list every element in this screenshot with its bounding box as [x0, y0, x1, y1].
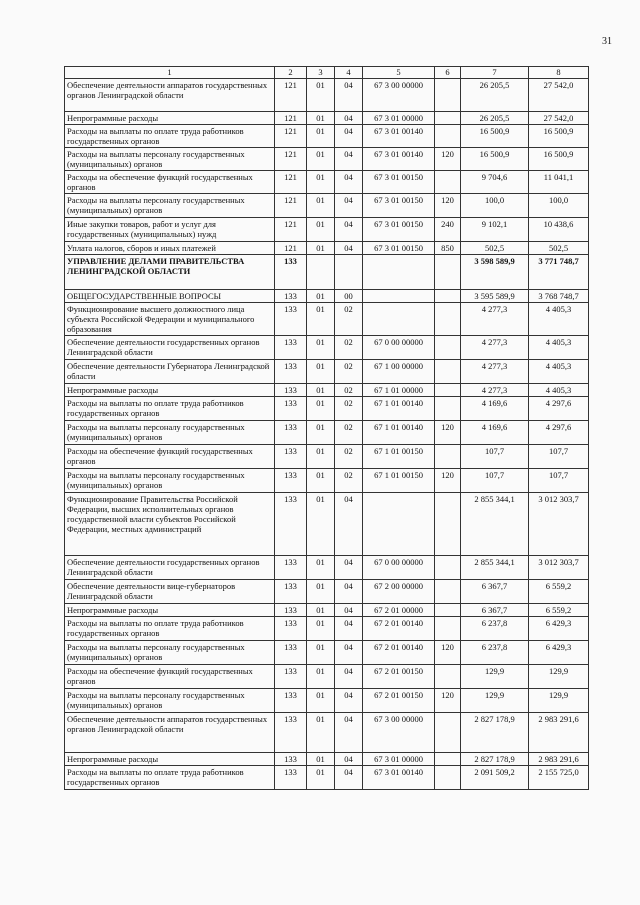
amount-year-2: 3 768 748,7 [529, 290, 589, 303]
amount-year-2: 6 559,2 [529, 604, 589, 617]
amount-year-2: 16 500,9 [529, 148, 589, 171]
section-code: 01 [307, 303, 335, 336]
table-row [65, 112, 589, 125]
table-row [65, 242, 589, 255]
amount-year-2: 27 542,0 [529, 112, 589, 125]
ministry-code: 133 [275, 290, 307, 303]
expense-type-code: 120 [435, 421, 461, 445]
amount-year-2: 16 500,9 [529, 125, 589, 148]
ministry-code: 133 [275, 384, 307, 397]
table-row [65, 766, 589, 790]
table-row [65, 125, 589, 148]
table-row [65, 421, 589, 445]
section-code: 01 [307, 604, 335, 617]
section-code: 01 [307, 125, 335, 148]
section-code [307, 255, 335, 290]
amount-year-1: 3 598 589,9 [461, 255, 529, 290]
expense-type-code [435, 384, 461, 397]
item-name: Обеспечение деятельности Губернатора Ленинградской области [65, 360, 275, 384]
subsection-code: 04 [335, 242, 363, 255]
item-name: Непрограммные расходы [65, 753, 275, 766]
column-number-row [65, 67, 589, 79]
subsection-code: 04 [335, 604, 363, 617]
amount-year-2: 2 983 291,6 [529, 753, 589, 766]
target-article-code: 67 2 01 00150 [363, 665, 435, 689]
table-row [65, 397, 589, 421]
amount-year-2: 10 438,6 [529, 218, 589, 242]
table-row [65, 171, 589, 194]
section-code: 01 [307, 148, 335, 171]
ministry-code: 133 [275, 445, 307, 469]
amount-year-1: 3 595 589,9 [461, 290, 529, 303]
item-name: Обеспечение деятельности аппаратов государственных органов Ленинградской области [65, 79, 275, 112]
expense-type-code [435, 493, 461, 556]
item-name: УПРАВЛЕНИЕ ДЕЛАМИ ПРАВИТЕЛЬСТВА ЛЕНИНГРАДСКОЙ ОБЛАСТИ [65, 255, 275, 290]
amount-year-2: 107,7 [529, 445, 589, 469]
expense-type-code [435, 665, 461, 689]
subsection-code: 02 [335, 336, 363, 360]
amount-year-1: 6 367,7 [461, 580, 529, 604]
section-code: 01 [307, 421, 335, 445]
section-code: 01 [307, 194, 335, 218]
expense-type-code [435, 397, 461, 421]
amount-year-2: 6 429,3 [529, 617, 589, 641]
ministry-code: 133 [275, 580, 307, 604]
section-code: 01 [307, 617, 335, 641]
amount-year-2: 129,9 [529, 665, 589, 689]
amount-year-1: 9 704,6 [461, 171, 529, 194]
amount-year-2: 129,9 [529, 689, 589, 713]
subsection-code: 00 [335, 290, 363, 303]
item-name: Функционирование Правительства Российской Федерации, высших исполнительных органов государственной власти субъектов Российской Федерации, местных администраций [65, 493, 275, 556]
amount-year-1: 107,7 [461, 445, 529, 469]
expense-type-code [435, 290, 461, 303]
expense-type-code [435, 580, 461, 604]
section-code: 01 [307, 218, 335, 242]
amount-year-1: 2 827 178,9 [461, 753, 529, 766]
target-article-code: 67 1 00 00000 [363, 360, 435, 384]
column-number: 5 [363, 67, 435, 79]
column-number: 1 [65, 67, 275, 79]
section-code: 01 [307, 79, 335, 112]
table-row [65, 617, 589, 641]
amount-year-2: 3 771 748,7 [529, 255, 589, 290]
subsection-code: 04 [335, 556, 363, 580]
amount-year-2: 100,0 [529, 194, 589, 218]
table-row [65, 336, 589, 360]
item-name: Расходы на выплаты персоналу государственных (муниципальных) органов [65, 421, 275, 445]
item-name: Расходы на выплаты по оплате труда работников государственных органов [65, 125, 275, 148]
target-article-code: 67 3 01 00150 [363, 194, 435, 218]
target-article-code: 67 0 00 00000 [363, 336, 435, 360]
item-name: Обеспечение деятельности государственных органов Ленинградской области [65, 336, 275, 360]
section-code: 01 [307, 397, 335, 421]
target-article-code: 67 3 01 00140 [363, 125, 435, 148]
expense-type-code [435, 713, 461, 753]
ministry-code: 133 [275, 766, 307, 790]
table-row [65, 604, 589, 617]
table-row [65, 255, 589, 290]
section-code: 01 [307, 336, 335, 360]
target-article-code: 67 3 01 00140 [363, 766, 435, 790]
amount-year-1: 4 169,6 [461, 397, 529, 421]
subsection-code: 04 [335, 125, 363, 148]
table-row [65, 665, 589, 689]
amount-year-2: 4 405,3 [529, 336, 589, 360]
section-code: 01 [307, 445, 335, 469]
ministry-code: 133 [275, 556, 307, 580]
section-code: 01 [307, 580, 335, 604]
column-number: 3 [307, 67, 335, 79]
table-row [65, 469, 589, 493]
amount-year-1: 100,0 [461, 194, 529, 218]
table-row [65, 580, 589, 604]
subsection-code: 04 [335, 580, 363, 604]
table-row [65, 218, 589, 242]
subsection-code: 04 [335, 641, 363, 665]
item-name: Расходы на обеспечение функций государственных органов [65, 665, 275, 689]
subsection-code [335, 255, 363, 290]
amount-year-2: 4 405,3 [529, 303, 589, 336]
item-name: Расходы на выплаты персоналу государственных (муниципальных) органов [65, 689, 275, 713]
target-article-code: 67 3 01 00140 [363, 148, 435, 171]
target-article-code: 67 1 01 00140 [363, 397, 435, 421]
amount-year-1: 107,7 [461, 469, 529, 493]
amount-year-1: 129,9 [461, 665, 529, 689]
ministry-code: 133 [275, 469, 307, 493]
table-row [65, 689, 589, 713]
table-row [65, 303, 589, 336]
expense-type-code: 120 [435, 641, 461, 665]
target-article-code: 67 2 01 00000 [363, 604, 435, 617]
expense-type-code [435, 125, 461, 148]
table-row [65, 493, 589, 556]
amount-year-1: 26 205,5 [461, 79, 529, 112]
amount-year-1: 6 367,7 [461, 604, 529, 617]
amount-year-1: 2 091 509,2 [461, 766, 529, 790]
subsection-code: 02 [335, 360, 363, 384]
target-article-code [363, 493, 435, 556]
expense-type-code [435, 360, 461, 384]
amount-year-1: 9 102,1 [461, 218, 529, 242]
amount-year-2: 4 297,6 [529, 397, 589, 421]
ministry-code: 133 [275, 493, 307, 556]
target-article-code: 67 3 01 00000 [363, 753, 435, 766]
subsection-code: 04 [335, 493, 363, 556]
ministry-code: 121 [275, 218, 307, 242]
section-code: 01 [307, 665, 335, 689]
table-row [65, 79, 589, 112]
amount-year-1: 2 827 178,9 [461, 713, 529, 753]
section-code: 01 [307, 689, 335, 713]
target-article-code: 67 1 01 00000 [363, 384, 435, 397]
item-name: Функционирование высшего должностного лица субъекта Российской Федерации и муниципального образования [65, 303, 275, 336]
ministry-code: 121 [275, 79, 307, 112]
ministry-code: 121 [275, 171, 307, 194]
amount-year-1: 2 855 344,1 [461, 556, 529, 580]
amount-year-1: 26 205,5 [461, 112, 529, 125]
subsection-code: 04 [335, 689, 363, 713]
subsection-code: 02 [335, 469, 363, 493]
amount-year-2: 107,7 [529, 469, 589, 493]
column-number: 8 [529, 67, 589, 79]
item-name: Расходы на выплаты персоналу государственных (муниципальных) органов [65, 641, 275, 665]
item-name: Расходы на обеспечение функций государственных органов [65, 171, 275, 194]
section-code: 01 [307, 641, 335, 665]
amount-year-1: 6 237,8 [461, 641, 529, 665]
table-row [65, 556, 589, 580]
subsection-code: 04 [335, 171, 363, 194]
target-article-code: 67 2 00 00000 [363, 580, 435, 604]
amount-year-1: 4 277,3 [461, 303, 529, 336]
table-row [65, 148, 589, 171]
ministry-code: 133 [275, 753, 307, 766]
item-name: Уплата налогов, сборов и иных платежей [65, 242, 275, 255]
expense-type-code [435, 556, 461, 580]
item-name: Расходы на выплаты по оплате труда работников государственных органов [65, 397, 275, 421]
subsection-code: 04 [335, 665, 363, 689]
item-name: Непрограммные расходы [65, 604, 275, 617]
section-code: 01 [307, 290, 335, 303]
target-article-code: 67 0 00 00000 [363, 556, 435, 580]
amount-year-2: 2 983 291,6 [529, 713, 589, 753]
expense-type-code [435, 303, 461, 336]
column-number: 7 [461, 67, 529, 79]
subsection-code: 04 [335, 753, 363, 766]
amount-year-2: 3 012 303,7 [529, 493, 589, 556]
item-name: Расходы на выплаты по оплате труда работников государственных органов [65, 766, 275, 790]
expense-type-code: 120 [435, 689, 461, 713]
expense-type-code [435, 753, 461, 766]
section-code: 01 [307, 171, 335, 194]
item-name: ОБЩЕГОСУДАРСТВЕННЫЕ ВОПРОСЫ [65, 290, 275, 303]
subsection-code: 02 [335, 421, 363, 445]
budget-table [64, 66, 589, 790]
subsection-code: 02 [335, 303, 363, 336]
amount-year-2: 27 542,0 [529, 79, 589, 112]
table-row [65, 360, 589, 384]
expense-type-code [435, 112, 461, 125]
subsection-code: 04 [335, 79, 363, 112]
item-name: Расходы на обеспечение функций государственных органов [65, 445, 275, 469]
ministry-code: 133 [275, 397, 307, 421]
subsection-code: 02 [335, 397, 363, 421]
item-name: Непрограммные расходы [65, 112, 275, 125]
expense-type-code: 120 [435, 148, 461, 171]
subsection-code: 02 [335, 384, 363, 397]
target-article-code: 67 3 00 00000 [363, 79, 435, 112]
amount-year-1: 4 277,3 [461, 336, 529, 360]
amount-year-2: 2 155 725,0 [529, 766, 589, 790]
target-article-code [363, 255, 435, 290]
table-row [65, 194, 589, 218]
ministry-code: 133 [275, 641, 307, 665]
amount-year-1: 502,5 [461, 242, 529, 255]
section-code: 01 [307, 360, 335, 384]
item-name: Обеспечение деятельности государственных органов Ленинградской области [65, 556, 275, 580]
amount-year-1: 6 237,8 [461, 617, 529, 641]
ministry-code: 121 [275, 148, 307, 171]
subsection-code: 04 [335, 713, 363, 753]
subsection-code: 04 [335, 617, 363, 641]
item-name: Расходы на выплаты персоналу государственных (муниципальных) органов [65, 469, 275, 493]
subsection-code: 02 [335, 445, 363, 469]
amount-year-1: 129,9 [461, 689, 529, 713]
amount-year-2: 6 559,2 [529, 580, 589, 604]
section-code: 01 [307, 112, 335, 125]
ministry-code: 133 [275, 689, 307, 713]
table-row [65, 641, 589, 665]
ministry-code: 121 [275, 194, 307, 218]
target-article-code: 67 2 01 00140 [363, 641, 435, 665]
subsection-code: 04 [335, 148, 363, 171]
item-name: Обеспечение деятельности аппаратов государственных органов Ленинградской области [65, 713, 275, 753]
section-code: 01 [307, 713, 335, 753]
page-number: 31 [602, 36, 612, 47]
amount-year-1: 2 855 344,1 [461, 493, 529, 556]
expense-type-code [435, 79, 461, 112]
item-name: Расходы на выплаты персоналу государственных (муниципальных) органов [65, 148, 275, 171]
item-name: Обеспечение деятельности вице-губернаторов Ленинградской области [65, 580, 275, 604]
target-article-code: 67 3 01 00150 [363, 171, 435, 194]
ministry-code: 133 [275, 604, 307, 617]
section-code: 01 [307, 469, 335, 493]
item-name: Расходы на выплаты персоналу государственных (муниципальных) органов [65, 194, 275, 218]
target-article-code: 67 3 01 00150 [363, 218, 435, 242]
expense-type-code [435, 766, 461, 790]
expense-type-code [435, 255, 461, 290]
section-code: 01 [307, 384, 335, 397]
target-article-code [363, 290, 435, 303]
table-row [65, 713, 589, 753]
subsection-code: 04 [335, 766, 363, 790]
ministry-code: 121 [275, 242, 307, 255]
section-code: 01 [307, 753, 335, 766]
expense-type-code [435, 617, 461, 641]
amount-year-2: 4 297,6 [529, 421, 589, 445]
section-code: 01 [307, 242, 335, 255]
expense-type-code [435, 445, 461, 469]
item-name: Расходы на выплаты по оплате труда работников государственных органов [65, 617, 275, 641]
target-article-code: 67 3 00 00000 [363, 713, 435, 753]
target-article-code: 67 1 01 00140 [363, 421, 435, 445]
ministry-code: 133 [275, 255, 307, 290]
ministry-code: 121 [275, 112, 307, 125]
amount-year-2: 4 405,3 [529, 360, 589, 384]
expense-type-code [435, 336, 461, 360]
column-number: 2 [275, 67, 307, 79]
expense-type-code [435, 604, 461, 617]
subsection-code: 04 [335, 194, 363, 218]
item-name: Иные закупки товаров, работ и услуг для государственных (муниципальных) нужд [65, 218, 275, 242]
column-number: 6 [435, 67, 461, 79]
ministry-code: 133 [275, 421, 307, 445]
section-code: 01 [307, 556, 335, 580]
target-article-code: 67 1 01 00150 [363, 469, 435, 493]
ministry-code: 133 [275, 665, 307, 689]
target-article-code: 67 3 01 00000 [363, 112, 435, 125]
target-article-code: 67 1 01 00150 [363, 445, 435, 469]
table-row [65, 753, 589, 766]
amount-year-1: 16 500,9 [461, 125, 529, 148]
ministry-code: 133 [275, 713, 307, 753]
amount-year-2: 6 429,3 [529, 641, 589, 665]
amount-year-1: 4 277,3 [461, 384, 529, 397]
amount-year-1: 16 500,9 [461, 148, 529, 171]
section-code: 01 [307, 493, 335, 556]
amount-year-1: 4 277,3 [461, 360, 529, 384]
amount-year-2: 502,5 [529, 242, 589, 255]
expense-type-code: 120 [435, 469, 461, 493]
ministry-code: 133 [275, 360, 307, 384]
ministry-code: 121 [275, 125, 307, 148]
item-name: Непрограммные расходы [65, 384, 275, 397]
amount-year-2: 11 041,1 [529, 171, 589, 194]
ministry-code: 133 [275, 336, 307, 360]
table-row [65, 384, 589, 397]
amount-year-1: 4 169,6 [461, 421, 529, 445]
subsection-code: 04 [335, 112, 363, 125]
expense-type-code [435, 171, 461, 194]
expense-type-code: 120 [435, 194, 461, 218]
column-number: 4 [335, 67, 363, 79]
target-article-code: 67 2 01 00140 [363, 617, 435, 641]
expense-type-code: 240 [435, 218, 461, 242]
target-article-code: 67 2 01 00150 [363, 689, 435, 713]
amount-year-2: 4 405,3 [529, 384, 589, 397]
expense-type-code: 850 [435, 242, 461, 255]
table-row [65, 445, 589, 469]
amount-year-2: 3 012 303,7 [529, 556, 589, 580]
ministry-code: 133 [275, 303, 307, 336]
table-row [65, 290, 589, 303]
ministry-code: 133 [275, 617, 307, 641]
target-article-code [363, 303, 435, 336]
section-code: 01 [307, 766, 335, 790]
target-article-code: 67 3 01 00150 [363, 242, 435, 255]
subsection-code: 04 [335, 218, 363, 242]
